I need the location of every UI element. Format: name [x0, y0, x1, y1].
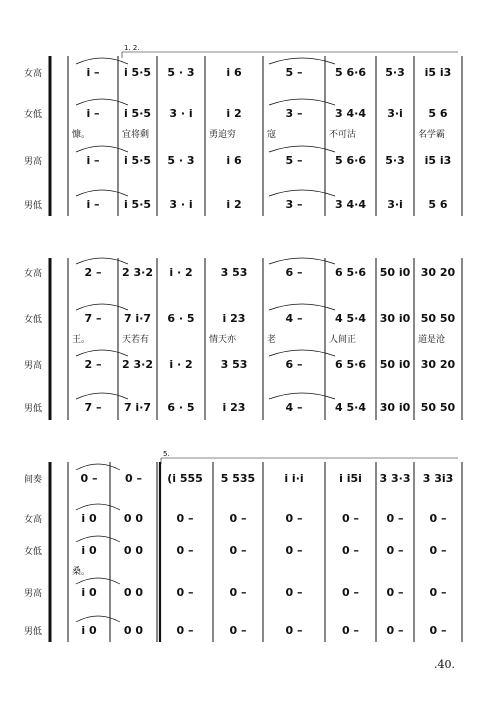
slur-arc — [76, 99, 128, 105]
lyric-text: 寇 — [267, 130, 277, 140]
measure-notes: 0 – — [386, 544, 404, 557]
slur-arc — [76, 536, 120, 542]
measure-notes: 4 – — [285, 401, 303, 414]
slur-arc — [76, 616, 120, 622]
measure-notes: 0 – — [285, 512, 303, 525]
measure-notes: 3 4·4 — [335, 198, 366, 211]
measure-notes: i · 2 — [169, 358, 193, 371]
measure-notes: i · 2 — [169, 266, 193, 279]
measure-notes: 0 – — [176, 586, 194, 599]
measure-notes: 2 – — [84, 266, 102, 279]
part-label: 男低 — [24, 627, 43, 637]
measure-notes: 0 – — [229, 586, 247, 599]
measure-notes: 3 3·3 — [379, 472, 411, 485]
measure-notes: 3 · i — [169, 198, 193, 211]
measure-notes: 0 – — [429, 512, 447, 525]
measure-notes: 3 – — [285, 107, 303, 120]
measure-notes: 5·3 — [385, 66, 405, 79]
slur-arc — [76, 146, 128, 152]
measure-notes: 4 5·4 — [335, 312, 366, 325]
measure-notes: 50 50 — [420, 312, 456, 325]
part-label: 男高 — [24, 589, 43, 599]
measure-notes: 3 4·4 — [335, 107, 366, 120]
part-label: 女高 — [24, 69, 43, 79]
measure-notes: 5 6 — [428, 198, 448, 211]
measure-notes: 0 – — [125, 472, 142, 485]
measure-notes: 0 – — [386, 624, 404, 637]
measure-notes: i – — [86, 198, 100, 211]
measure-notes: i5 i3 — [424, 154, 452, 167]
slur-arc — [76, 393, 128, 399]
measure-notes: i 2 — [226, 107, 242, 120]
measure-notes: 0 0 — [123, 624, 144, 637]
part-label: 女低 — [24, 315, 43, 325]
lyric-text: 王。 — [72, 335, 91, 345]
measure-notes: 0 – — [429, 624, 447, 637]
measure-notes: 6 · 5 — [167, 312, 195, 325]
lyric-text: 老 — [267, 335, 277, 345]
measure-notes: 2 – — [84, 358, 102, 371]
measure-notes: i 2 — [226, 198, 242, 211]
measure-notes: 0 0 — [123, 512, 144, 525]
lyric-text: 勇追穷 — [209, 130, 237, 140]
measure-notes: i 23 — [222, 401, 246, 414]
part-label: 男高 — [24, 361, 43, 371]
measure-notes: 50 i0 — [379, 266, 411, 279]
measure-notes: 6 5·6 — [335, 358, 366, 371]
measure-notes: 4 – — [285, 312, 303, 325]
lyric-text: 天若有 — [122, 335, 150, 345]
measure-notes: 0 – — [229, 624, 247, 637]
measure-notes: 0 – — [229, 512, 247, 525]
measure-notes: 7 i·7 — [123, 312, 152, 325]
measure-notes: 0 – — [285, 544, 303, 557]
page-number: .40. — [434, 658, 455, 671]
lyric-text: 桑。 — [72, 567, 91, 577]
measure-notes: 7 – — [84, 312, 102, 325]
measure-notes: i 6 — [226, 66, 242, 79]
measure-notes: 3·i — [387, 198, 403, 211]
measure-notes: 5 – — [285, 66, 303, 79]
measure-notes: i 0 — [81, 512, 97, 525]
measure-notes: 5 535 — [220, 472, 256, 485]
slur-arc — [76, 190, 128, 196]
measure-notes: 50 50 — [420, 401, 456, 414]
measure-notes: 2 3·2 — [122, 358, 153, 371]
measure-notes: 3 53 — [220, 266, 248, 279]
lyric-text: 道是沧 — [418, 335, 446, 345]
measure-notes: 0 – — [386, 586, 404, 599]
measure-notes: 5 6 — [428, 107, 448, 120]
slur-arc — [76, 258, 128, 264]
measure-notes: 0 – — [342, 624, 359, 637]
part-label: 男低 — [24, 404, 43, 414]
slur-arc — [76, 504, 120, 510]
lyric-text: 名学霸 — [418, 130, 446, 140]
measure-notes: i – — [86, 66, 100, 79]
measure-notes: 30 i0 — [379, 312, 411, 325]
measure-notes: i i5i — [339, 472, 362, 485]
measure-notes: 5 – — [285, 154, 303, 167]
measure-notes: 4 5·4 — [335, 401, 366, 414]
measure-notes: 30 i0 — [379, 401, 411, 414]
part-label: 女低 — [24, 547, 43, 557]
part-label: 女高 — [24, 269, 43, 279]
measure-notes: 6 – — [285, 358, 303, 371]
slur-arc — [76, 58, 128, 64]
measure-notes: i – — [86, 107, 100, 120]
measure-notes: i 5·5 — [123, 198, 152, 211]
measure-notes: i5 i3 — [424, 66, 452, 79]
measure-notes: 7 – — [84, 401, 102, 414]
measure-notes: 0 – — [342, 586, 359, 599]
part-label: 女高 — [24, 515, 43, 525]
measure-notes: i 0 — [81, 586, 97, 599]
measure-notes: i 23 — [222, 312, 246, 325]
measure-notes: 2 3·2 — [122, 266, 153, 279]
measure-notes: 5 · 3 — [167, 154, 195, 167]
measure-notes: i 5·5 — [123, 107, 152, 120]
part-label: 男高 — [24, 157, 43, 167]
measure-notes: 30 20 — [420, 358, 456, 371]
measure-notes: 0 – — [429, 586, 447, 599]
measure-notes: i 0 — [81, 624, 97, 637]
measure-notes: 3·i — [387, 107, 403, 120]
measure-notes: 0 0 — [123, 544, 144, 557]
measure-notes: i 5·5 — [123, 154, 152, 167]
slur-arc — [76, 578, 120, 584]
measure-notes: 3 3i3 — [422, 472, 454, 485]
measure-notes: 3 · i — [169, 107, 193, 120]
measure-notes: 0 – — [176, 544, 194, 557]
measure-notes: 0 – — [386, 512, 404, 525]
measure-notes: (i 555 — [167, 472, 203, 485]
lyric-text: 情天亦 — [209, 335, 237, 345]
measure-notes: 5 · 3 — [167, 66, 195, 79]
measure-notes: 6 · 5 — [167, 401, 195, 414]
measure-notes: 5·3 — [385, 154, 405, 167]
slur-arc — [76, 464, 120, 470]
measure-notes: 6 5·6 — [335, 266, 366, 279]
measure-notes: 0 0 — [123, 586, 144, 599]
measure-notes: i 0 — [81, 544, 97, 557]
measure-notes: 3 – — [285, 198, 303, 211]
measure-notes: 0 – — [429, 544, 447, 557]
measure-notes: i i·i — [284, 472, 304, 485]
slur-arc — [76, 350, 128, 356]
measure-notes: 7 i·7 — [123, 401, 152, 414]
part-label: 间奏 — [24, 475, 43, 485]
measure-notes: 0 – — [229, 544, 247, 557]
measure-notes: 3 53 — [220, 358, 248, 371]
measure-notes: 0 – — [285, 586, 303, 599]
measure-notes: 5 6·6 — [335, 154, 366, 167]
measure-notes: 0 – — [176, 512, 194, 525]
lyric-text: 宜将剩 — [122, 130, 150, 140]
measure-notes: 0 – — [342, 512, 359, 525]
measure-notes: 0 – — [342, 544, 359, 557]
volta-mark: 1. 2. — [124, 44, 140, 52]
measure-notes: i 6 — [226, 154, 242, 167]
part-label: 男低 — [24, 201, 43, 211]
lyric-text: 人间正 — [329, 335, 357, 345]
measure-notes: 0 – — [285, 624, 303, 637]
measure-notes: 30 20 — [420, 266, 456, 279]
measure-notes: 6 – — [285, 266, 303, 279]
volta-mark: 5. — [163, 450, 170, 458]
measure-notes: 5 6·6 — [335, 66, 366, 79]
measure-notes: 0 – — [80, 472, 98, 485]
lyric-text: 慷。 — [72, 130, 91, 140]
measure-notes: i – — [86, 154, 100, 167]
measure-notes: 0 – — [176, 624, 194, 637]
part-label: 女低 — [24, 110, 43, 120]
slur-arc — [76, 304, 128, 310]
lyric-text: 不可沽 — [329, 130, 357, 140]
measure-notes: 50 i0 — [379, 358, 411, 371]
measure-notes: i 5·5 — [123, 66, 152, 79]
